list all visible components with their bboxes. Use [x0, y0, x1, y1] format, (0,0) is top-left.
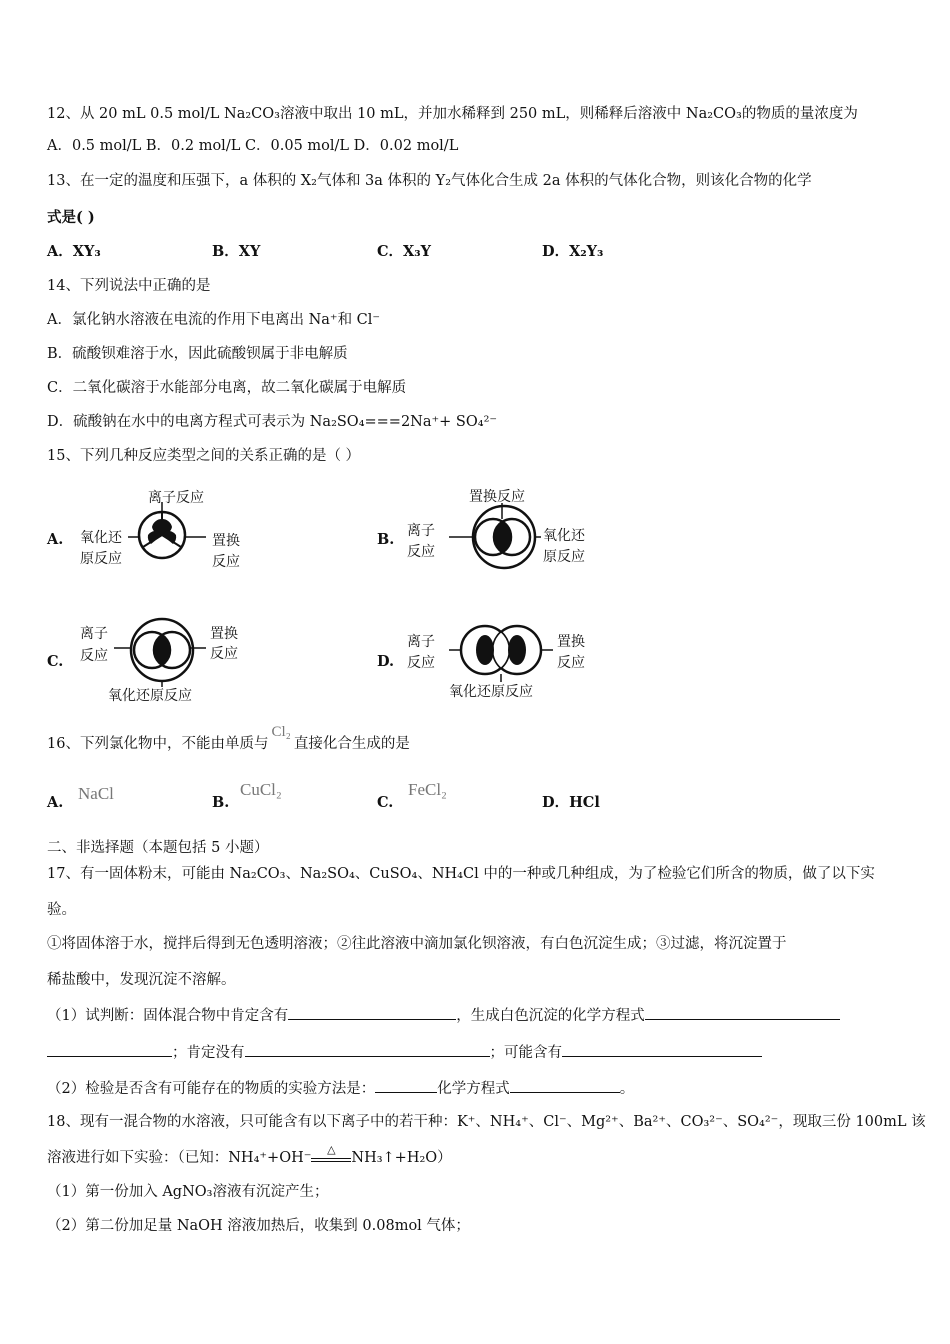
label-redox: 氧化还原反应: [449, 684, 533, 700]
q13-stem-line1: 13、在一定的温度和压强下，a 体积的 X₂气体和 3a 体积的 Y₂气体化合生成 2a 体积的气体化合物，则该化合物的化学: [47, 173, 812, 189]
q17-blank-may-contain[interactable]: [562, 1042, 762, 1057]
q18-line1: 18、现有一混合物的水溶液，只可能含有以下离子中的若干种：K⁺、NH₄⁺、Cl⁻、Mg²⁺、Ba²⁺、CO₃²⁻、SO₄²⁻，现取三份 100mL 该: [47, 1114, 926, 1130]
label-displace-2: 反应: [212, 554, 240, 570]
q14-option-b: B．硫酸钡难溶于水，因此硫酸钡属于非电解质: [47, 346, 348, 362]
label-displace-1: 置换: [557, 634, 585, 650]
heating-arrow: [311, 1143, 351, 1162]
q15-label-a: A.: [47, 531, 64, 548]
q14-option-d: D．硫酸钠在水中的电离方程式可表示为 Na₂SO₄===2Na⁺+ SO₄²⁻: [47, 414, 498, 430]
q13-option-d: D．X₂Y₃: [542, 243, 604, 260]
q18-line2: [47, 1143, 452, 1168]
label-displace-1: 置换: [212, 533, 240, 549]
q17-part2-b: 化学方程式: [437, 1081, 510, 1097]
heat-mark: △: [327, 1143, 336, 1156]
label-displace-2: 反应: [557, 655, 585, 671]
q18-line2-b: NH₃↑+H₂O）: [351, 1150, 452, 1166]
q16-formula-a: NaCl: [78, 784, 114, 803]
inner-left-fill: [476, 635, 494, 665]
q16-label-c: C.: [377, 794, 394, 811]
q17-part1-b: ，生成白色沉淀的化学方程式: [456, 1008, 645, 1024]
q17-part1-a: （1）试判断：固体混合物中肯定含有: [47, 1008, 289, 1024]
q13-stem-line2: 式是( ): [47, 209, 95, 226]
inner-right-fill: [508, 635, 526, 665]
q17-part1-row2: [47, 1042, 762, 1063]
q15-diagram-a: [78, 485, 253, 575]
label-ionic: 离子反应: [148, 490, 204, 506]
q16-formula-b: CuCl₂: [240, 780, 282, 799]
q17-line3: ①将固体溶于水，搅拌后得到无色透明溶液；②往此溶液中滴加氯化钡溶液，有白色沉淀生成；③过滤，将沉淀置于: [47, 936, 787, 952]
q15-label-d: D.: [377, 653, 395, 670]
label-redox-2: 原反应: [80, 551, 122, 567]
q17-blank-not-contains[interactable]: [245, 1042, 490, 1057]
q17-part1-d: ；可能含有: [489, 1045, 562, 1061]
q16-stem-post: 直接化合生成的是: [293, 736, 410, 752]
q13-option-c: C．X₃Y: [377, 243, 431, 260]
q14-option-a: A．氯化钠水溶液在电流的作用下电离出 Na⁺和 Cl⁻: [47, 312, 381, 328]
label-ionic-2: 反应: [407, 655, 435, 671]
q15-diagram-b: [405, 485, 600, 575]
q17-line1: 17、有一固体粉末，可能由 Na₂CO₃、Na₂SO₄、CuSO₄、NH₄Cl 中的一种或几种组成，为了检验它们所含的物质，做了以下实: [47, 866, 875, 882]
label-ionic-2: 反应: [407, 544, 435, 560]
q17-part1-c: ；肯定没有: [172, 1045, 245, 1061]
label-ionic-1: 离子: [80, 626, 108, 642]
q16-label-a: A.: [47, 794, 64, 811]
q13-option-b: B．XY: [212, 243, 261, 260]
q17-part1-row1: [47, 1005, 840, 1026]
q17-line2: 验。: [47, 902, 76, 918]
q12-stem: 12、从 20 mL 0.5 mol/L Na₂CO₃溶液中取出 10 mL，并加水稀释到 250 mL，则稀释后溶液中 Na₂CO₃的物质的量浓度为: [47, 106, 858, 122]
q17-line4: 稀盐酸中，发现沉淀不溶解。: [47, 972, 236, 988]
label-redox-2: 原反应: [543, 549, 585, 565]
q16-stem-pre: 16、下列氯化物中，不能由单质与: [47, 736, 269, 752]
q16-stem: [47, 724, 410, 754]
q16-stem-formula: Cl₂: [271, 724, 291, 740]
q14-option-c: C．二氧化碳溶于水能部分电离，故二氧化碳属于电解质: [47, 380, 407, 396]
label-ionic-1: 离子: [407, 634, 435, 650]
q17-blank-equation-1[interactable]: [645, 1005, 840, 1020]
q14-stem: 14、下列说法中正确的是: [47, 278, 211, 294]
q17-part2-row: [47, 1078, 634, 1099]
q16-label-b: B.: [212, 794, 230, 811]
q17-blank-equation-3[interactable]: [510, 1078, 620, 1093]
q18-line2-a: 溶液进行如下实验：（已知：NH₄⁺+OH⁻: [47, 1150, 312, 1166]
label-redox-1: 氧化还: [80, 530, 122, 546]
label-ionic-1: 离子: [407, 523, 435, 539]
q15-diagram-d: [405, 618, 600, 703]
label-ionic-2: 反应: [80, 648, 108, 664]
q17-blank-contains[interactable]: [288, 1005, 456, 1020]
q15-label-c: C.: [47, 653, 64, 670]
q16-option-d: D．HCl: [542, 794, 600, 811]
q18-part2: （2）第二份加足量 NaOH 溶液加热后，收集到 0.08mol 气体；: [47, 1218, 470, 1234]
q15-label-b: B.: [377, 531, 395, 548]
label-displace-1: 置换: [210, 626, 238, 642]
q16-formula-c: FeCl₂: [408, 780, 447, 799]
q15-stem: 15、下列几种反应类型之间的关系正确的是（ ）: [47, 448, 361, 464]
section-2-heading: 二、非选择题（本题包括 5 小题）: [47, 840, 269, 856]
q18-part1: （1）第一份加入 AgNO₃溶液有沉淀产生；: [47, 1184, 329, 1200]
q17-part2-c: 。: [619, 1081, 635, 1097]
q17-part2-a: （2）检验是否含有可能存在的物质的实验方法是：: [47, 1081, 376, 1097]
label-redox: 氧化还原反应: [108, 688, 192, 703]
q12-options: A．0.5 mol/L B．0.2 mol/L C．0.05 mol/L D．0.02 mol/L: [47, 138, 459, 154]
q13-option-a: A．XY₃: [47, 243, 101, 260]
q17-blank-equation-2[interactable]: [47, 1042, 172, 1057]
label-displace: 置换反应: [469, 489, 525, 505]
q17-blank-method[interactable]: [375, 1078, 437, 1093]
label-displace-2: 反应: [210, 646, 238, 662]
label-redox-1: 氧化还: [543, 528, 585, 544]
q15-diagram-c: [78, 608, 253, 703]
